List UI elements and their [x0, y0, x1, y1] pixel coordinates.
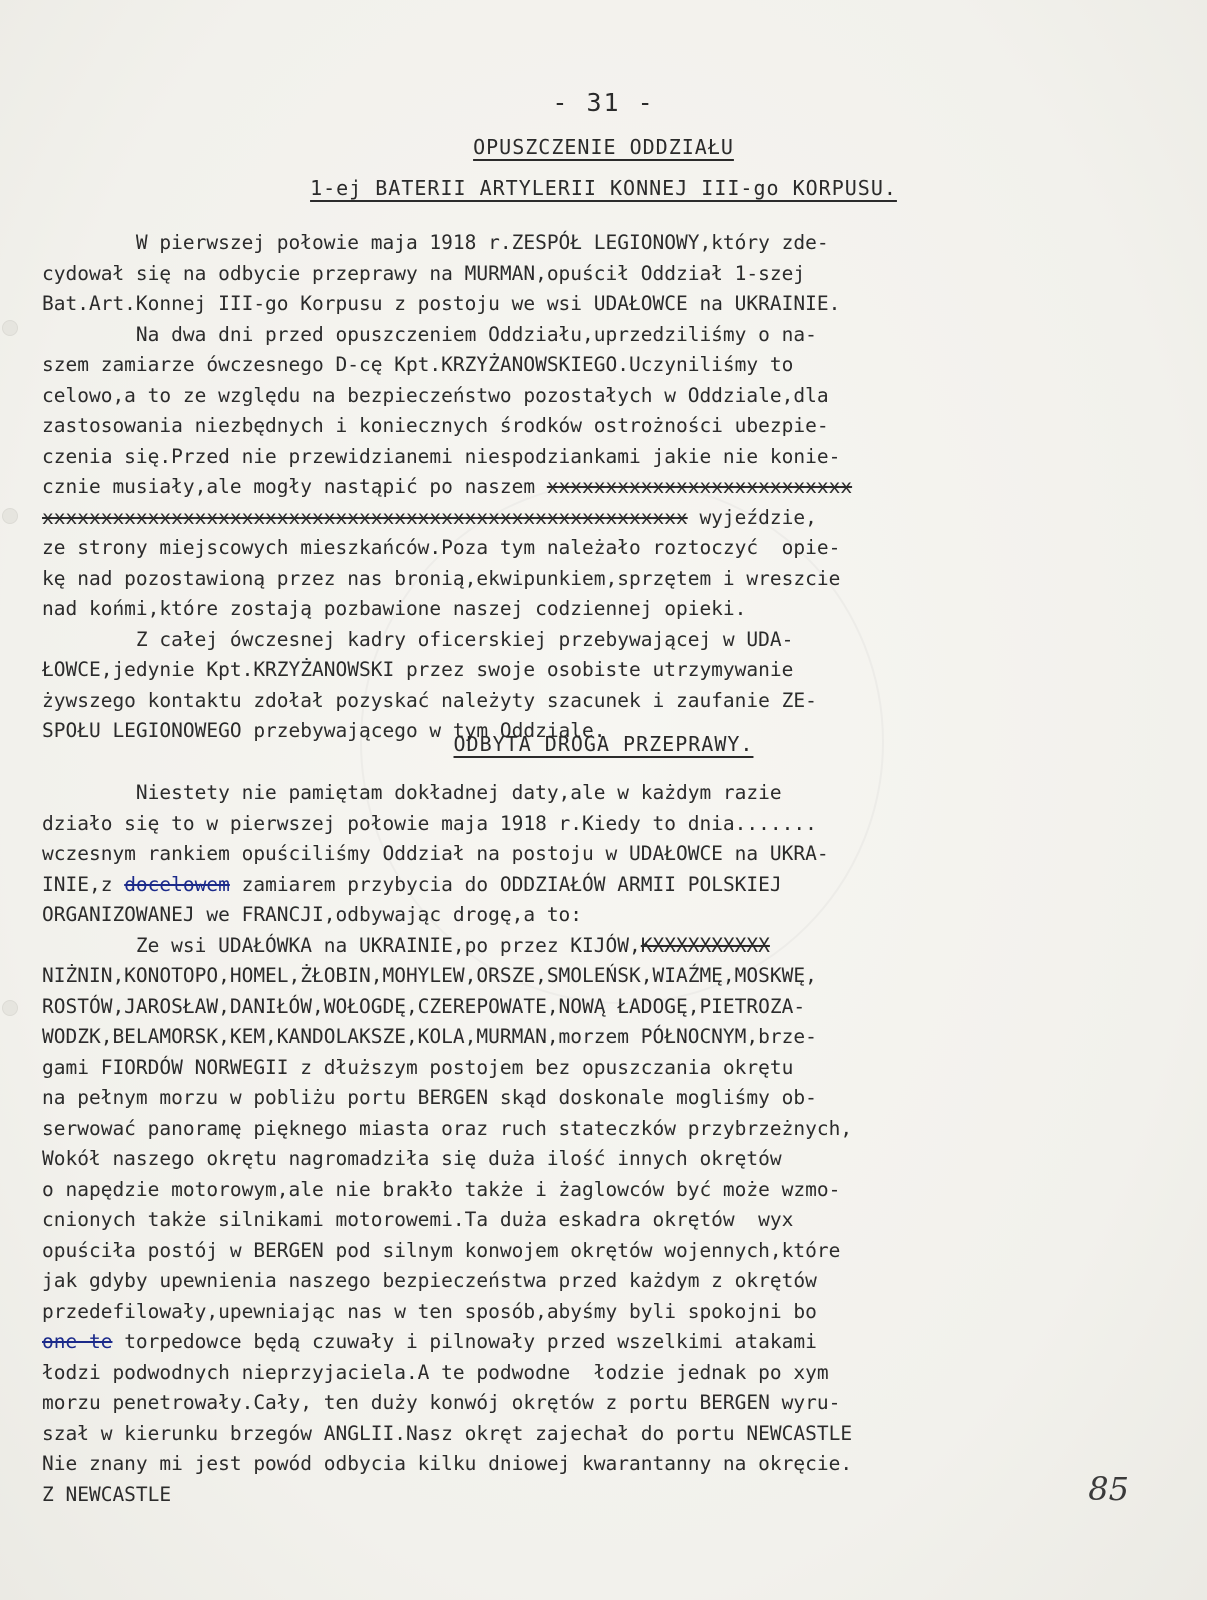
text-line: ŁOWCE,jedynie Kpt.KRZYŻANOWSKI przez swoje osobiste utrzymywanie — [42, 658, 794, 681]
text-line: Na dwa dni przed opuszczeniem Oddziału,uprzedziliśmy o na- — [42, 322, 817, 346]
text-line: łodzi podwodnych nieprzyjaciela.A te podwodne łodzie jednak po xym — [42, 1360, 829, 1384]
text-line: cydował się na odbycie przeprawy na MURMAN,opuścił Oddział 1-szej — [42, 261, 806, 285]
text-line: jak gdyby upewnienia naszego bezpieczeństwa przed każdym z okrętów — [42, 1269, 817, 1292]
text-line: cznie musiały,ale mogły nastąpić po naszem xxxxxxxxxxxxxxxxxxxxxxxxxx — [42, 475, 853, 498]
text-line: czenia się.Przed nie przewidzianemi niespodziankami jakie nie konie- — [42, 444, 841, 468]
text-line: kę nad pozostawioną przez nas bronią,ekwipunkiem,sprzętem i wreszcie — [42, 566, 841, 590]
text-line: wczesnym rankiem opuściliśmy Oddział na postoju w UDAŁOWCE na UKRA- — [42, 842, 829, 865]
text-line: o napędzie motorowym,ale nie brakło także i żaglowców być może wzmo- — [42, 1177, 841, 1201]
text-line: Nie znany mi jest powód odbycia kilku dniowej kwarantanny na okręcie. — [42, 1452, 853, 1475]
text-line: na pełnym morzu w pobliżu portu BERGEN skąd doskonale mogliśmy ob- — [42, 1086, 817, 1109]
text-line: Z NEWCASTLE — [42, 1482, 172, 1506]
text-line: Z całej ówczesnej kadry oficerskiej przebywającej w UDA- — [42, 627, 794, 651]
punch-hole — [2, 320, 18, 336]
heading-route: ODBYTA DROGA PRZEPRAWY. — [453, 732, 754, 756]
text-line: serwować panoramę pięknego miasta oraz ruch stateczków przybrzeżnych, — [42, 1116, 853, 1140]
text-line: Niestety nie pamiętam dokładnej daty,ale w każdym razie — [42, 781, 782, 804]
heading-leaving-unit: OPUSZCZENIE ODDZIAŁU — [473, 135, 734, 159]
text-line: WODZK,BELAMORSK,KEM,KANDOLAKSZE,KOLA,MURMAN,morzem PÓŁNOCNYM,brze- — [42, 1025, 817, 1048]
text-line: ze strony miejscowych mieszkańców.Poza tym należało roztoczyć opie- — [42, 536, 841, 559]
section-leaving-text — [42, 228, 1152, 747]
text-line: szał w kierunku brzegów ANGLII.Nasz okręt zajechał do portu NEWCASTLE — [42, 1421, 853, 1445]
punch-hole — [2, 1000, 18, 1016]
text-line: celowo,a to ze względu na bezpieczeństwo pozostałych w Oddziale,dla — [42, 383, 829, 407]
text-line: ROSTÓW,JAROSŁAW,DANIŁÓW,WOŁOGDĘ,CZEREPOWATE,NOWĄ ŁADOGĘ,PIETROZA- — [42, 994, 806, 1018]
page-number: - 31 - — [552, 88, 655, 117]
text-line: przedefilowały,upewniając nas w ten sposób,abyśmy byli spokojni bo — [42, 1299, 817, 1323]
text-line: xxxxxxxxxxxxxxxxxxxxxxxxxxxxxxxxxxxxxxxxxxxxxxxxxxxxxxx wyjeździe, — [42, 505, 817, 529]
text-line: SPOŁU LEGIONOWEGO przebywającego w tym Oddziale. — [42, 719, 606, 742]
heading-battery: 1-ej BATERII ARTYLERII KONNEJ III-go KORPUSU. — [310, 176, 897, 200]
text-line: cnionych także silnikami motorowemi.Ta duża eskadra okrętów wyx — [42, 1208, 794, 1231]
struck-text: docelowem — [124, 872, 230, 896]
struck-text: one te — [42, 1330, 113, 1353]
text-line: Bat.Art.Konnej III-go Korpusu z postoju we wsi UDAŁOWCE na UKRAINIE. — [42, 292, 841, 315]
text-line: działo się to w pierwszej połowie maja 1918 r.Kiedy to dnia....... — [42, 811, 817, 835]
struck-text: xxxxxxxxxxxxxxxxxxxxxxxxxx — [546, 475, 853, 498]
struck-text: xxxxxxxxxxxxxxxxxxxxxxxxxxxxxxxxxxxxxxxxxxxxxxxxxxxxxxx — [42, 505, 688, 529]
handwritten-page-number: 85 — [1088, 1470, 1129, 1508]
text-line: INIE,z docelowem zamiarem przybycia do ODDZIAŁÓW ARMII POLSKIEJ — [42, 872, 782, 896]
text-line: W pierwszej połowie maja 1918 r.ZESPÓŁ LEGIONOWY,który zde- — [42, 231, 829, 254]
text-line: żywszego kontaktu zdołał pozyskać należyty szacunek i zaufanie ZE- — [42, 688, 817, 712]
text-line: Ze wsi UDAŁÓWKA na UKRAINIE,po przez KIJÓW,KXXXXXXXXXX — [42, 933, 770, 957]
punch-hole — [2, 508, 18, 524]
text-line: opuściła postój w BERGEN pod silnym konwojem okrętów wojennych,które — [42, 1238, 841, 1262]
text-line: zastosowania niezbędnych i koniecznych środków ostrożności ubezpie- — [42, 414, 829, 437]
text-line: szem zamiarze ówczesnego D-cę Kpt.KRZYŻANOWSKIEGO.Uczyniliśmy to — [42, 353, 794, 376]
text-line: NIŻNIN,KONOTOPO,HOMEL,ŻŁOBIN,MOHYLEW,ORSZE,SMOLEŃSK,WIAŹMĘ,MOSKWĘ, — [42, 964, 817, 987]
section-route-text — [42, 778, 1152, 1510]
struck-text: KXXXXXXXXXX — [640, 933, 770, 957]
text-line: ORGANIZOWANEJ we FRANCJI,odbywając drogę,a to: — [42, 903, 583, 926]
text-line: nad końmi,które zostają pozbawione naszej codziennej opieki. — [42, 597, 747, 620]
text-line: Wokół naszego okrętu nagromadziła się duża ilość innych okrętów — [42, 1147, 782, 1170]
text-line: gami FIORDÓW NORWEGII z dłuższym postojem bez opuszczania okrętu — [42, 1055, 794, 1079]
text-line: morzu penetrowały.Cały, ten duży konwój okrętów z portu BERGEN wyru- — [42, 1391, 841, 1414]
text-line: one te torpedowce będą czuwały i pilnowały przed wszelkimi atakami — [42, 1330, 817, 1353]
